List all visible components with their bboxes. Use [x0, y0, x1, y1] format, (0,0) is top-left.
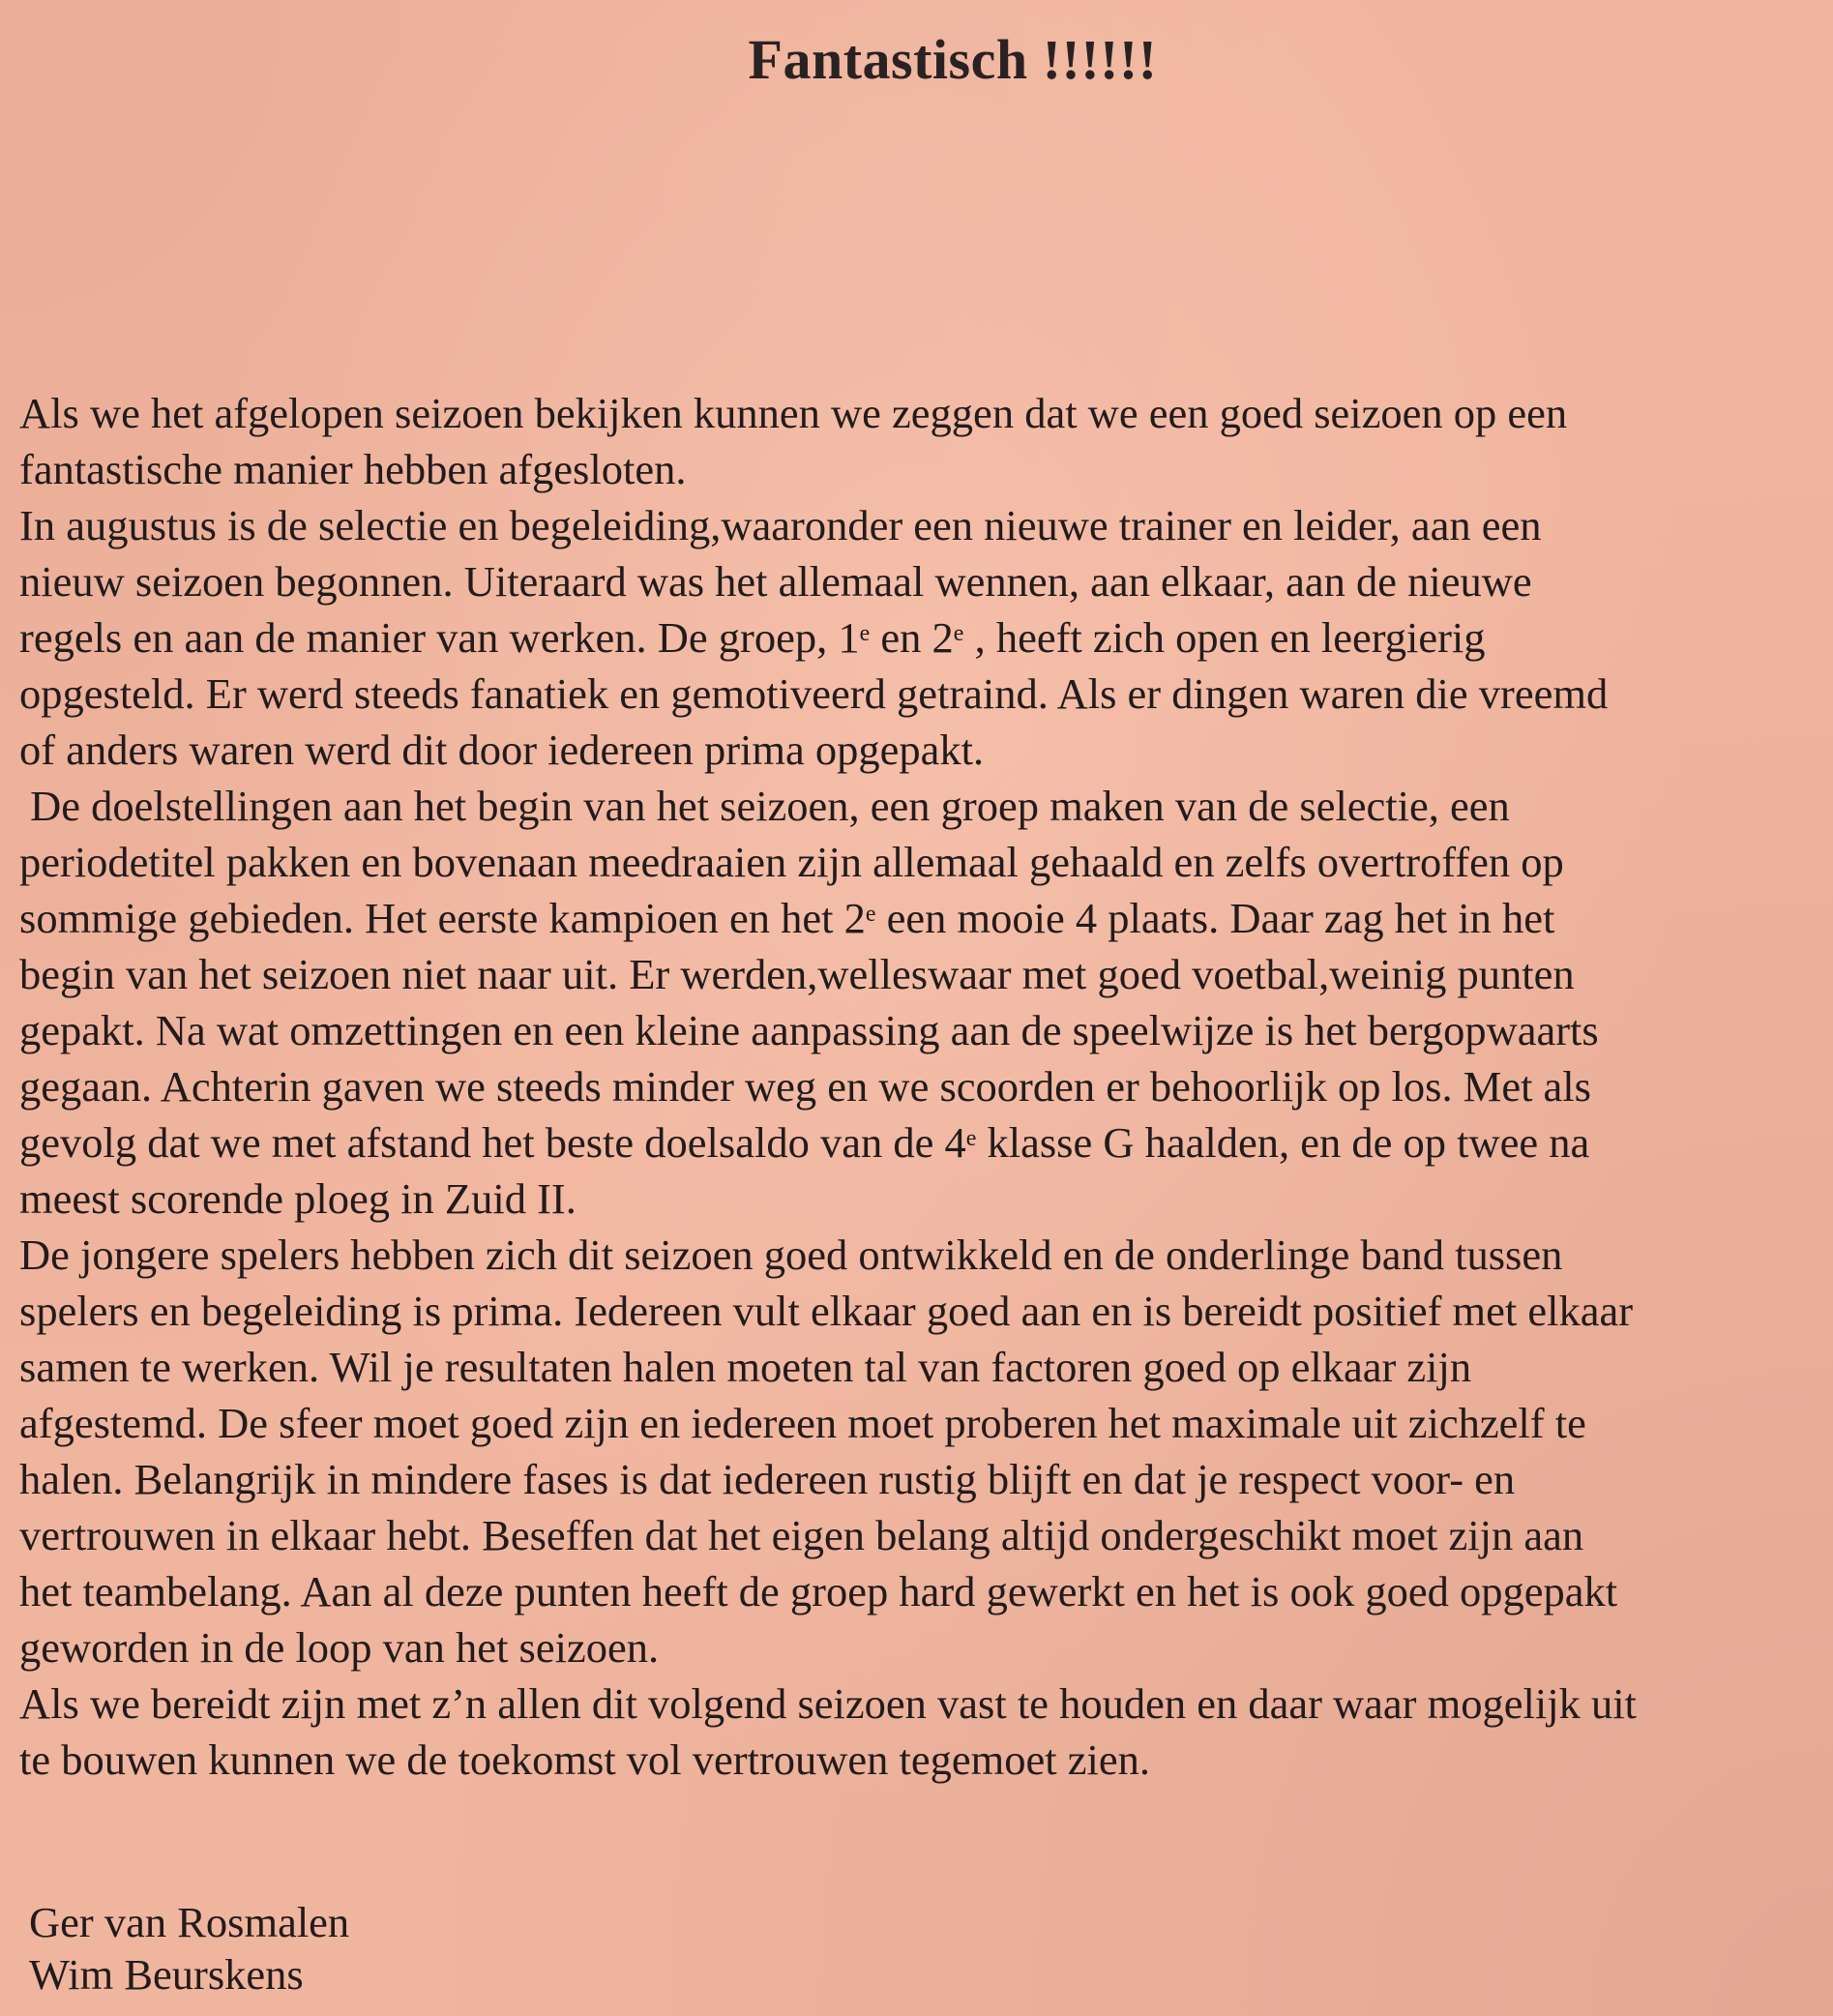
body-line-segment: klasse G haalden, en de op twee na [976, 1118, 1590, 1167]
body-line: Als we het afgelopen seizoen bekijken kunnen we zeggen dat we een goed seizoen op een [19, 389, 1568, 437]
body-line: samen te werken. Wil je resultaten halen moeten tal van factoren goed op elkaar zijn [19, 1343, 1472, 1391]
superscript: e [859, 621, 871, 646]
body-line: vertrouwen in elkaar hebt. Beseffen dat het eigen belang altijd ondergeschikt moet zijn aan [19, 1511, 1584, 1559]
body-line: te bouwen kunnen we de toekomst vol vertrouwen tegemoet zien. [19, 1735, 1151, 1784]
body-line: periodetitel pakken en bovenaan meedraaien zijn allemaal gehaald en zelfs overtroffen op [19, 838, 1564, 886]
body-line: meest scorende ploeg in Zuid II. [19, 1174, 577, 1223]
superscript: e [865, 902, 876, 927]
body-line-segment: sommige gebieden. Het eerste kampioen en het 2 [19, 894, 866, 942]
body-line: De doelstellingen aan het begin van het seizoen, een groep maken van de selectie, een [19, 782, 1510, 830]
superscript: e [965, 1126, 977, 1151]
signature-block [29, 1896, 349, 2001]
body-line: Als we bereidt zijn met z’n allen dit volgend seizoen vast te houden en daar waar mogelijk uit [19, 1679, 1637, 1728]
body-line: begin van het seizoen niet naar uit. Er werden,welleswaar met goed voetbal,weinig punten [19, 950, 1575, 998]
signature-name: Wim Beurskens [29, 1950, 304, 1999]
body-line: fantastische manier hebben afgesloten. [19, 445, 687, 493]
body-line-segment: en 2 [870, 613, 954, 662]
signature-name: Ger van Rosmalen [29, 1898, 350, 1946]
body-line: of anders waren werd dit door iedereen prima opgepakt. [19, 726, 985, 774]
body-line: gegaan. Achterin gaven we steeds minder weg en we scoorden er behoorlijk op los. Met als [19, 1062, 1591, 1111]
body-line: De jongere spelers hebben zich dit seizoen goed ontwikkeld en de onderlinge band tussen [19, 1230, 1563, 1279]
body-line-with-superscript [19, 1114, 1833, 1171]
body-line-with-superscript [19, 609, 1833, 666]
body-line: spelers en begeleiding is prima. Iedereen vult elkaar goed aan en is bereidt positief met elkaar [19, 1287, 1634, 1335]
body-line: opgesteld. Er werd steeds fanatiek en gemotiveerd getraind. Als er dingen waren die vreemd [19, 669, 1609, 718]
body-line: gepakt. Na wat omzettingen en een kleine aanpassing aan de speelwijze is het bergopwaarts [19, 1006, 1599, 1054]
body-line-with-superscript [19, 890, 1833, 946]
body-line: geworden in de loop van het seizoen. [19, 1623, 660, 1672]
body-line: het teambelang. Aan al deze punten heeft de groep hard gewerkt en het is ook goed opgepakt [19, 1567, 1618, 1616]
body-line: halen. Belangrijk in mindere fases is dat iedereen rustig blijft en dat je respect voor- en [19, 1455, 1516, 1503]
body-line: In augustus is de selectie en begeleiding,waaronder een nieuwe trainer en leider, aan een [19, 501, 1542, 549]
body-line-segment: regels en aan de manier van werken. De groep, 1 [19, 613, 860, 662]
body-line: nieuw seizoen begonnen. Uiteraard was het allemaal wennen, aan elkaar, aan de nieuwe [19, 557, 1532, 606]
article-body [19, 385, 1833, 1788]
page-title: Fantastisch !!!!!! [748, 28, 1158, 91]
body-line: afgestemd. De sfeer moet goed zijn en iedereen moet proberen het maximale uit zichzelf te [19, 1399, 1586, 1447]
superscript: e [953, 621, 964, 646]
body-line-segment: , heeft zich open en leergierig [963, 613, 1486, 662]
body-line-segment: gevolg dat we met afstand het beste doelsaldo van de 4 [19, 1118, 966, 1167]
body-line-segment: een mooie 4 plaats. Daar zag het in het [875, 894, 1555, 942]
